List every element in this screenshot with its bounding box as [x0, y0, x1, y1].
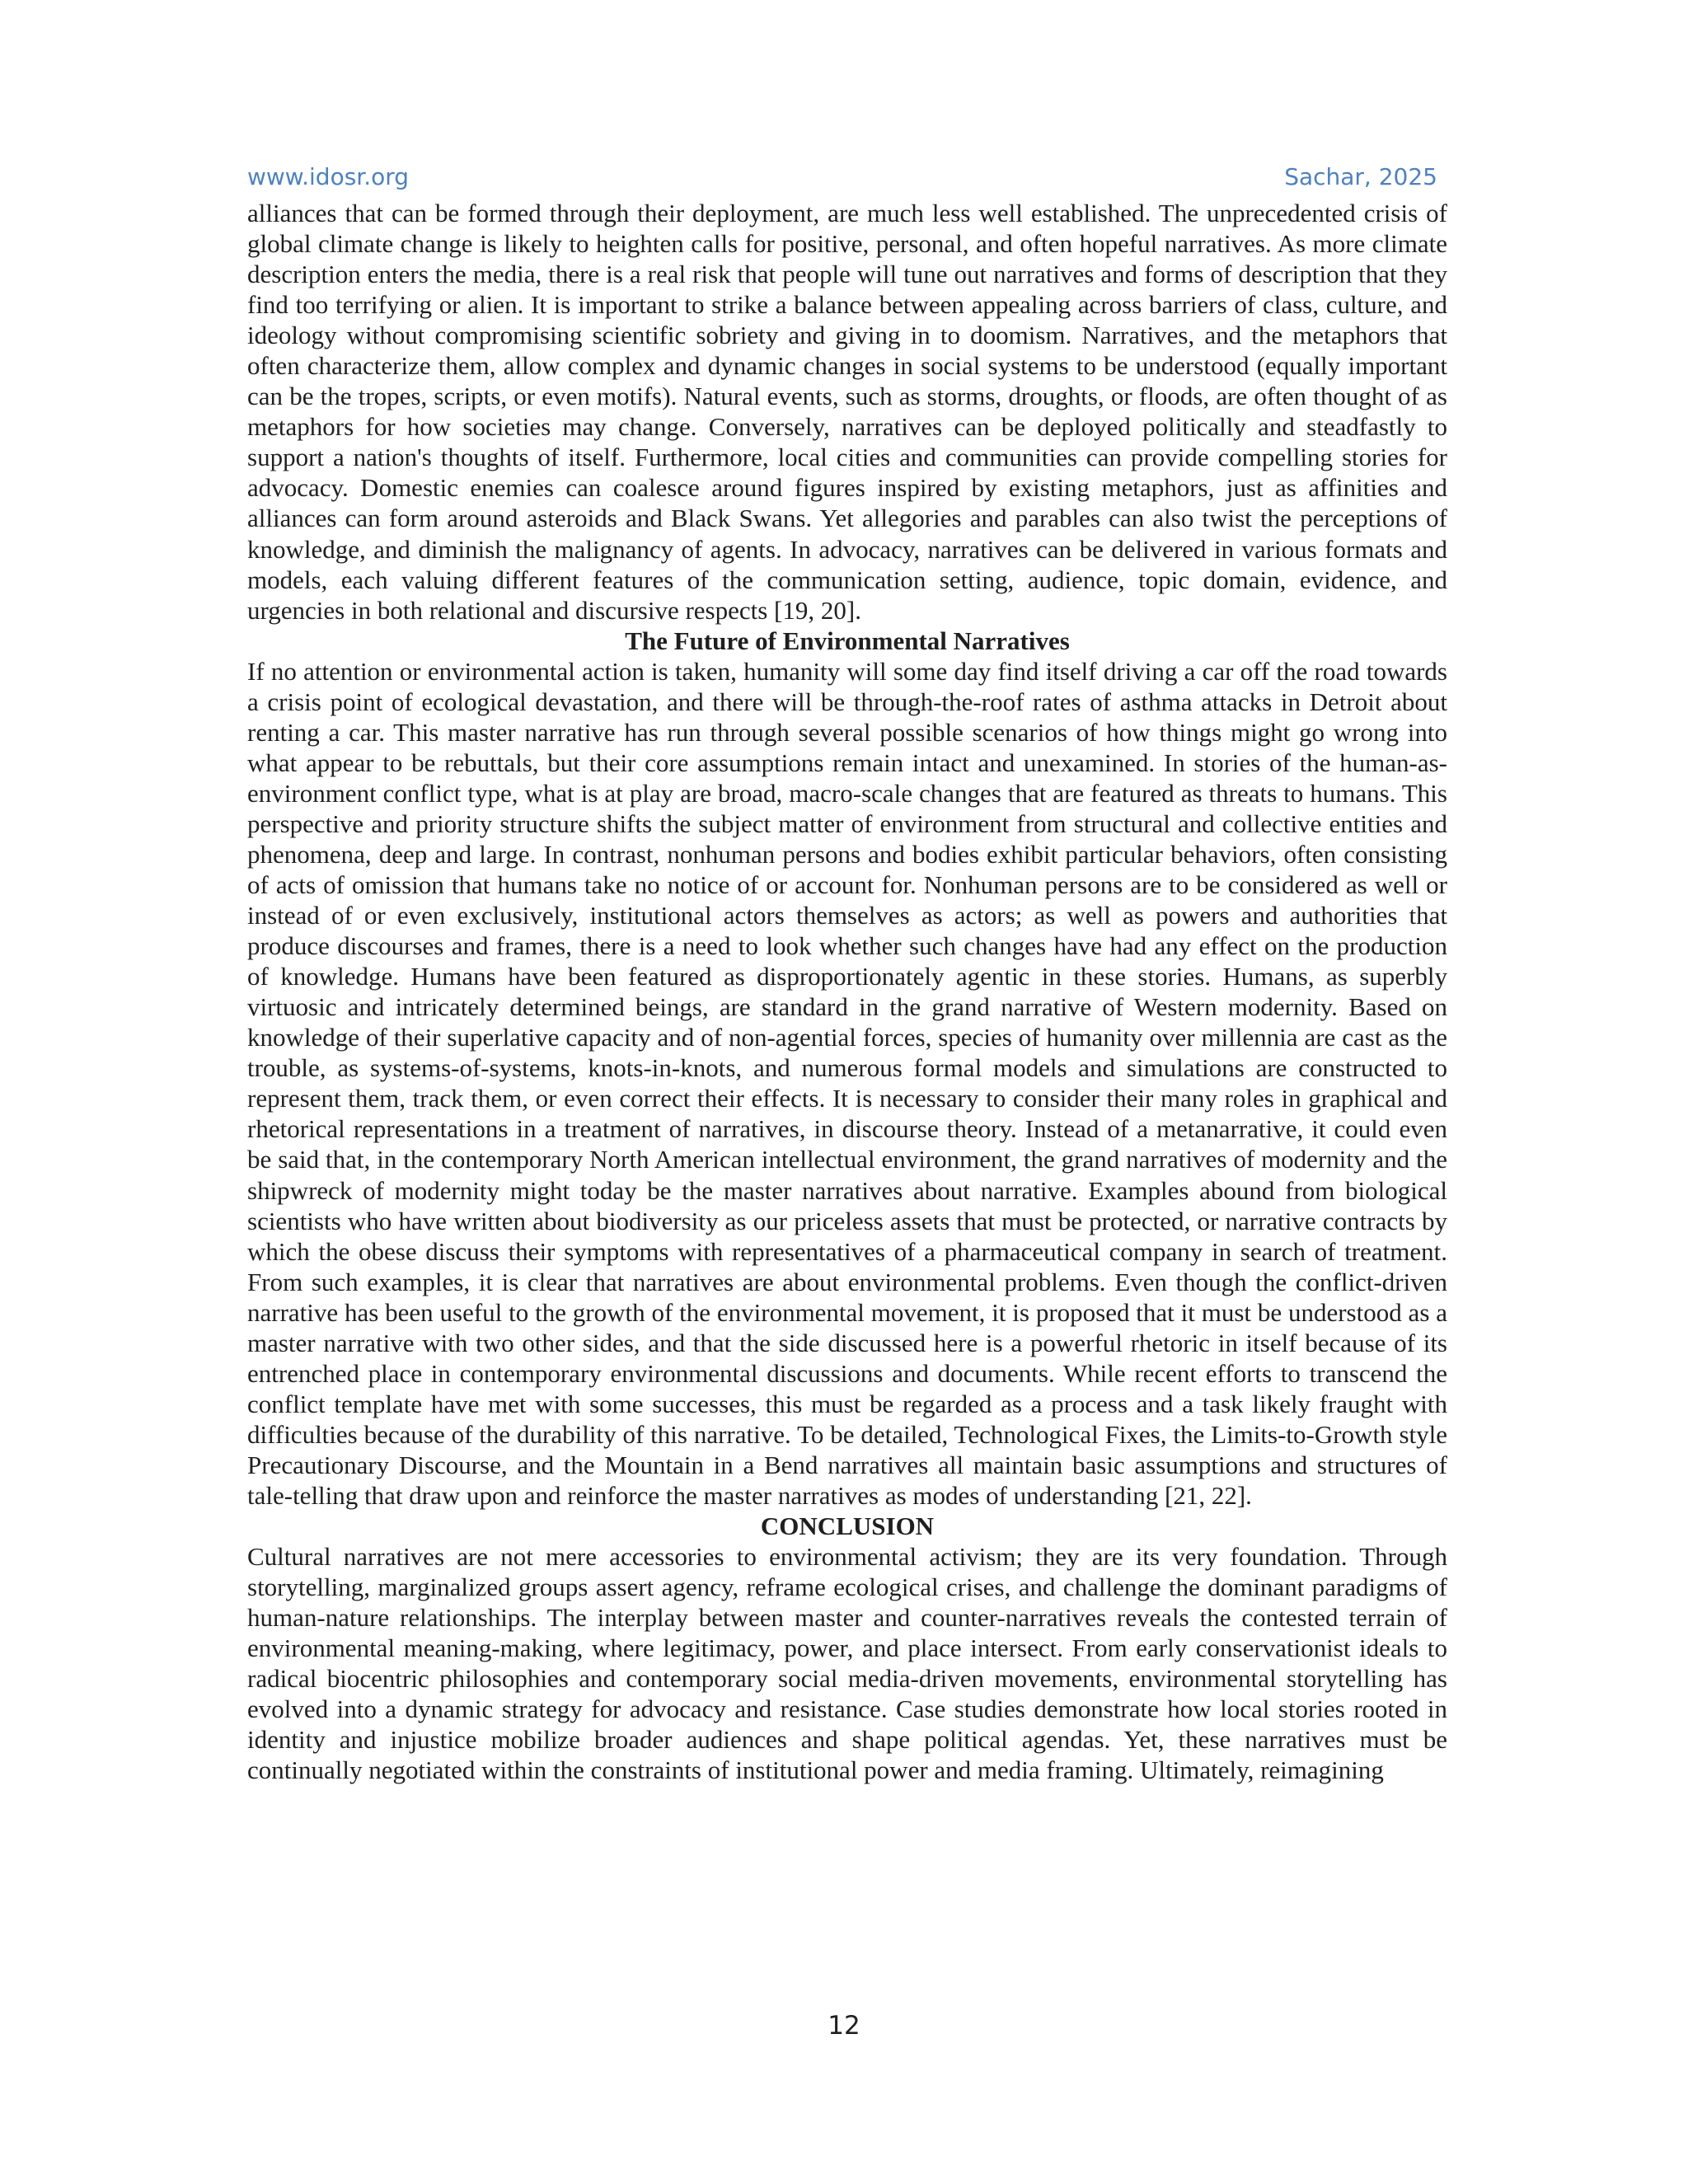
page-number: 12	[828, 2011, 860, 2041]
author-year: Sachar, 2025	[1284, 163, 1437, 190]
conclusion-paragraph: Cultural narratives are not mere accessories to environmental activism; they are its very foundation. Through storytelling, marginalized groups assert agency, reframe ecological crises, and challenge the dominant paradigms of human-nature relationships. The interplay between master and counter-narratives reveals the contested terrain of environmental meaning-making, where legitimacy, power, and place intersect. From early conservationist ideals to radical biocentric philosophies and contemporary social media-driven movements, environmental storytelling has evolved into a dynamic strategy for advocacy and resistance. Case studies demonstrate how local stories rooted in identity and injustice mobilize broader audiences and shape political agendas. Yet, these narratives must be continually negotiated within the constraints of institutional power and media framing. Ultimately, reimagining	[247, 1542, 1447, 1785]
section-heading-conclusion: CONCLUSION	[760, 1511, 935, 1541]
body-text	[247, 198, 1447, 1785]
section-heading-future: The Future of Environmental Narratives	[625, 626, 1070, 655]
journal-website[interactable]: www.idosr.org	[247, 163, 410, 190]
future-paragraph: If no attention or environmental action is taken, humanity will some day find itself driving a car off the road towards a crisis point of ecological devastation, and there will be through-the-roof rates of asthma attacks in Detroit about renting a car. This master narrative has run through several possible scenarios of how things might go wrong into what appear to be rebuttals, but their core assumptions remain intact and unexamined. In stories of the human-as-environment conflict type, what is at play are broad, macro-scale changes that are featured as threats to humans. This perspective and priority structure shifts the subject matter of environment from structural and collective entities and phenomena, deep and large. In contrast, nonhuman persons and bodies exhibit particular behaviors, often consisting of acts of omission that humans take no notice of or account for. Nonhuman persons are to be considered as well or instead of or even exclusively, institutional actors themselves as actors; as well as powers and authorities that produce discourses and frames, there is a need to look whether such changes have had any effect on the production of knowledge. Humans have been featured as disproportionately agentic in these stories. Humans, as superbly virtuosic and intricately determined beings, are standard in the grand narrative of Western modernity. Based on knowledge of their superlative capacity and of non-agential forces, species of humanity over millennia are cast as the trouble, as systems-of-systems, knots-in-knots, and numerous formal models and simulations are constructed to represent them, track them, or even correct their effects. It is necessary to consider their many roles in graphical and rhetorical representations in a treatment of narratives, in discourse theory. Instead of a metanarrative, it could even be said that, in the contemporary North American intellectual environment, the grand narratives of modernity and the shipwreck of modernity might today be the master narratives about narrative. Examples abound from biological scientists who have written about biodiversity as our priceless assets that must be protected, or narrative contracts by which the obese discuss their symptoms with representatives of a pharmaceutical company in search of treatment. From such examples, it is clear that narratives are about environmental problems. Even though the conflict-driven narrative has been useful to the growth of the environmental movement, it is proposed that it must be understood as a master narrative with two other sides, and that the side discussed here is a powerful rhetoric in itself because of its entrenched place in contemporary environmental discussions and documents. While recent efforts to transcend the conflict template have met with some successes, this must be regarded as a process and a task likely fraught with difficulties because of the durability of this narrative. To be detailed, Technological Fixes, the Limits-to-Growth style Precautionary Discourse, and the Mountain in a Bend narratives all maintain basic assumptions and structures of tale-telling that draw upon and reinforce the master narratives as modes of understanding [21, 22].	[247, 656, 1447, 1510]
running-header	[247, 163, 1437, 199]
intro-paragraph: alliances that can be formed through their deployment, are much less well established. The unprecedented crisis of global climate change is likely to heighten calls for positive, personal, and often hopeful narratives. As more climate description enters the media, there is a real risk that people will tune out narratives and forms of description that they find too terrifying or alien. It is important to strike a balance between appealing across barriers of class, culture, and ideology without compromising scientific sobriety and giving in to doomism. Narratives, and the metaphors that often characterize them, allow complex and dynamic changes in social systems to be understood (equally important can be the tropes, scripts, or even motifs). Natural events, such as storms, droughts, or floods, are often thought of as metaphors for how societies may change. Conversely, narratives can be deployed politically and steadfastly to support a nation's thoughts of itself. Furthermore, local cities and communities can provide compelling stories for advocacy. Domestic enemies can coalesce around figures inspired by existing metaphors, just as affinities and alliances can form around asteroids and Black Swans. Yet allegories and parables can also twist the perceptions of knowledge, and diminish the malignancy of agents. In advocacy, narratives can be delivered in various formats and models, each valuing different features of the communication setting, audience, topic domain, evidence, and urgencies in both relational and discursive respects [19, 20].	[247, 199, 1447, 625]
